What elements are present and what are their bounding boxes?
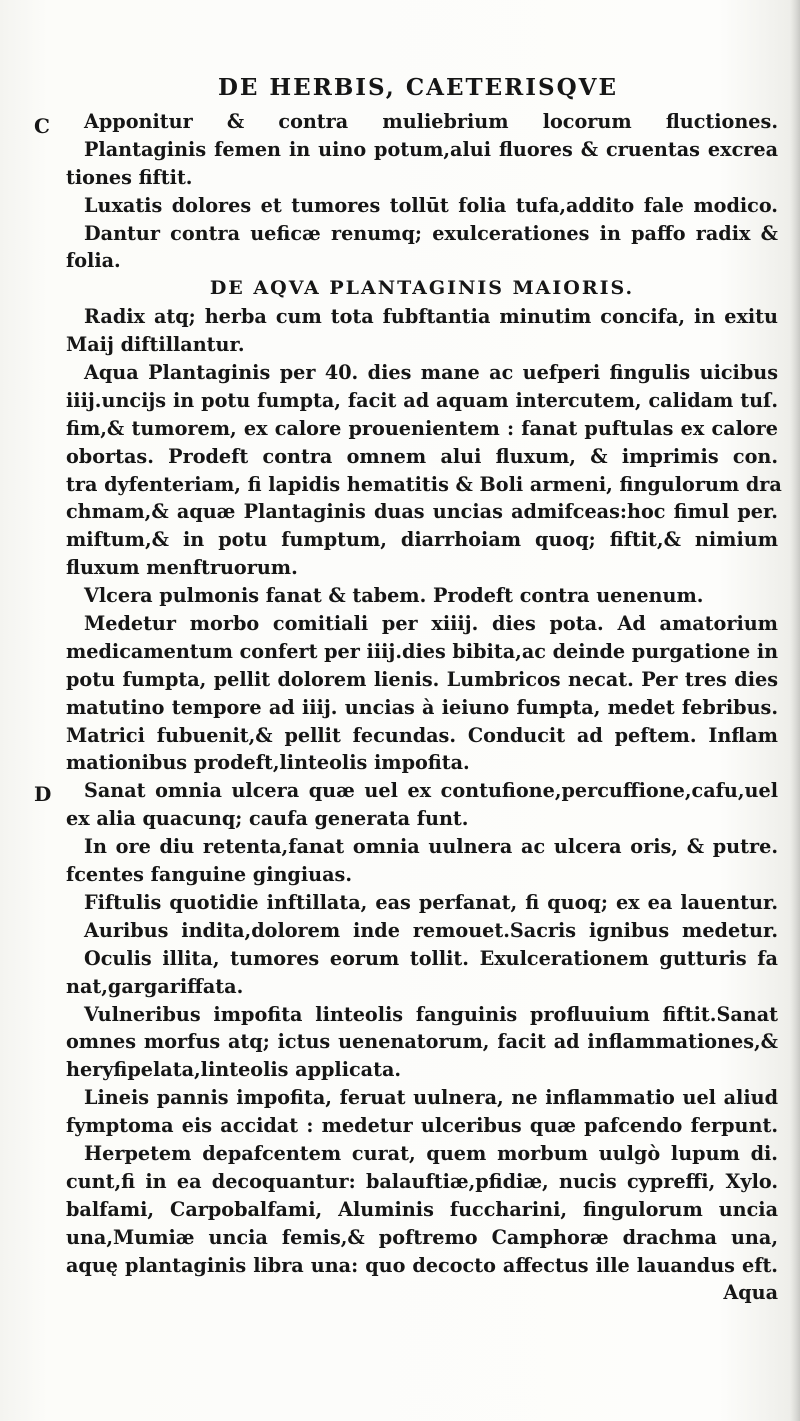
text-line: tra dyfenteriam, fi lapidis hematitis & Boli armeni, fingulorum dra: [66, 472, 782, 496]
text-line: folia.: [66, 249, 121, 273]
text-line: Radix atq; herba cum tota fubftantia minutim concifa, in exitu: [84, 305, 778, 329]
text-line: Oculis illita, tumores eorum tollit. Exulcerationem gutturis fa: [84, 946, 778, 970]
text-line: fymptoma eis accidat : medetur ulceribus quæ pafcendo ferpunt.: [66, 1114, 778, 1138]
running-header-title: DE HERBIS, CAETERISQVE: [217, 74, 619, 101]
text-line: ex alia quacunq; caufa generata funt.: [66, 807, 469, 831]
text-line: Sanat omnia ulcera quæ uel ex contufione,percuffione,cafu,uel: [84, 779, 778, 803]
text-line: heryfipelata,linteolis applicata.: [66, 1058, 402, 1082]
text-line: mationibus prodeft,linteolis impofita.: [66, 751, 470, 775]
text-line: Aqua: [723, 1281, 778, 1305]
text-line: matutino tempore ad iiij. uncias à ieiuno fumpta, medet febribus.: [66, 695, 778, 719]
text-line: Aqua Plantaginis per 40. dies mane ac uefperi fingulis uicibus: [84, 361, 778, 385]
text-line: Medetur morbo comitiali per xiiij. dies pota. Ad amatorium: [84, 612, 778, 636]
text-line: chmam,& aquæ Plantaginis duas uncias admifceas:hoc fimul per.: [66, 500, 778, 524]
text-line: potu fumpta, pellit dolorem lienis. Lumbricos necat. Per tres dies: [66, 667, 778, 691]
text-line: Dantur contra ueficæ renumq; exulcerationes in paffo radix &: [84, 221, 778, 245]
text-line: fcentes fanguine gingiuas.: [66, 863, 353, 887]
text-line: Vulneribus impofita linteolis fanguinis profluuium fiftit.Sanat: [84, 1002, 778, 1026]
text-line: Plantaginis femen in uino potum,alui fluores & cruentas excrea: [84, 137, 778, 161]
text-line: Herpetem depafcentem curat, quem morbum uulgò lupum di.: [84, 1141, 778, 1165]
text-line: medicamentum confert per iiij.dies bibita,ac deinde purgatione in: [66, 639, 779, 663]
text-line: nat,gargariffata.: [66, 974, 244, 998]
margin-letter-d: D: [34, 782, 52, 806]
text-line: miftum,& in potu fumptum, diarrhoiam quoq; fiftit,& nimium: [66, 528, 778, 552]
page-edge-shadow: [790, 0, 800, 1421]
text-line: Apponitur & contra muliebrium locorum fluctiones.: [84, 110, 778, 133]
text-line: Maij diftillantur.: [66, 333, 245, 357]
text-line: fim,& tumorem, ex calore prouenientem : fanat puftulas ex calore: [66, 416, 778, 440]
text-line: aquę plantaginis libra una: quo decocto affectus ille lauandus eft.: [66, 1253, 778, 1277]
text-line: tiones fiftit.: [66, 165, 193, 189]
margin-letter-c: C: [34, 114, 50, 138]
text-line: Fiftulis quotidie inftillata, eas perfanat, fi quoq; ex ea lauentur.: [84, 890, 778, 914]
text-line: Luxatis dolores et tumores tollūt folia tufa,addito fale modico.: [84, 193, 778, 217]
text-line: obortas. Prodeft contra omnem alui fluxum, & imprimis con.: [66, 444, 778, 468]
section-heading: DE AQVA PLANTAGINIS MAIORIS.: [209, 277, 635, 300]
text-line: omnes morfus atq; ictus uenenatorum, facit ad inflammationes,&: [66, 1030, 778, 1054]
text-line: balfami, Carpobalfami, Aluminis fuccharini, fingulorum uncia: [66, 1197, 778, 1221]
text-line: Lineis pannis impofita, feruat uulnera, ne inflammatio uel aliud: [84, 1086, 778, 1110]
text-line: iiij.uncijs in potu fumpta, facit ad aquam intercutem, calidam tuſ.: [66, 388, 778, 412]
text-line: una,Mumiæ uncia femis,& poftremo Camphoræ drachma una,: [66, 1225, 778, 1249]
text-line: In ore diu retenta,fanat omnia uulnera ac ulcera oris, & putre.: [84, 835, 778, 859]
text-line: Vlcera pulmonis fanat & tabem. Prodeft contra uenenum.: [84, 584, 704, 608]
text-line: cunt,fi in ea decoquantur: balauftiæ,pfidiæ, nucis cypreffi, Xylo.: [66, 1169, 778, 1193]
body-text: [66, 108, 782, 1307]
text-line: Matrici fubuenit,& pellit fecundas. Conducit ad peftem. Inflam: [66, 723, 778, 747]
text-line: fluxum menftruorum.: [66, 556, 298, 580]
text-line: Auribus indita,dolorem inde remouet.Sacris ignibus medetur.: [84, 918, 778, 942]
running-header: [0, 74, 800, 101]
